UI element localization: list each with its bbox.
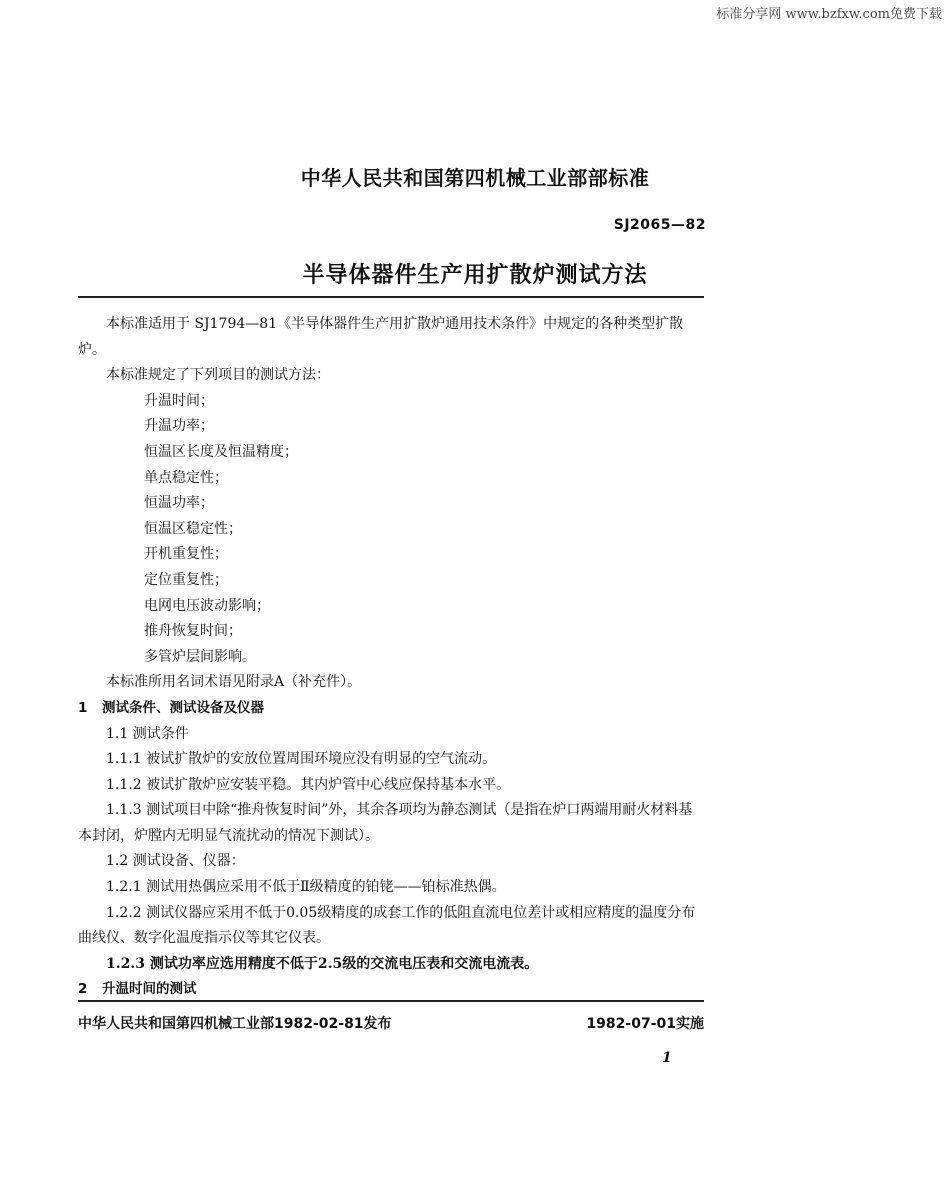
clause-1-2-3: 1.2.3 测试功率应选用精度不低于2.5级的交流电压表和交流电流表。 (106, 955, 539, 972)
list-item: 电网电压波动影响； (144, 597, 270, 614)
list-item: 多管炉层间影响。 (144, 648, 256, 665)
issuing-authority-title: 中华人民共和国第四机械工业部部标准 (300, 166, 650, 190)
list-item: 恒温功率； (144, 495, 214, 512)
list-item: 推舟恢复时间； (144, 623, 242, 640)
clause-1-1-1: 1.1.1 被试扩散炉的安放位置周围环境应没有明显的空气流动。 (106, 751, 497, 768)
appendix-note: 本标准所用名词术语见附录A（补充件）。 (106, 674, 362, 691)
section-title: 升温时间的测试 (102, 981, 197, 998)
clause-1-2-1: 1.2.1 测试用热偶应采用不低于Ⅱ级精度的铂铑——铂标准热偶。 (106, 879, 506, 896)
scope-paragraph: 本标准适用于 SJ1794—81《半导体器件生产用扩散炉通用技术条件》中规定的各种类型扩散炉。 (78, 316, 684, 358)
list-item: 定位重复性； (144, 571, 228, 588)
list-item: 升温时间； (144, 392, 214, 409)
list-item: 恒温区稳定性； (144, 520, 242, 537)
issue-statement: 中华人民共和国第四机械工业部1982-02-81发布 (78, 1016, 392, 1032)
header-divider (78, 296, 704, 298)
items-lead: 本标准规定了下列项目的测试方法： (106, 367, 330, 384)
list-item: 恒温区长度及恒温精度； (144, 443, 298, 460)
effective-date: 1982-07-01实施 (586, 1016, 704, 1032)
clause-1-2-2: 1.2.2 测试仪器应采用不低于0.05级精度的成套工作的低阻直流电位差计或相应精度的温度分布曲线仪、数字化温度指示仪等其它仪表。 (78, 904, 696, 947)
document-title: 半导体器件生产用扩散炉测试方法 (302, 262, 648, 288)
list-item: 升温功率； (144, 418, 214, 435)
clause-1-2: 1.2 测试设备、仪器： (106, 853, 245, 870)
section-title: 测试条件、测试设备及仪器 (102, 699, 264, 716)
page-number: 1 (662, 1050, 672, 1066)
section-number: 2 (78, 981, 88, 998)
section-number: 1 (78, 699, 88, 716)
clause-1-1-3: 1.1.3 测试项目中除“推舟恢复时间”外，其余各项均为静态测试（是指在炉口两端用耐火材料基本封闭，炉膛内无明显气流扰动的情况下测试）。 (78, 802, 693, 844)
test-items-list (78, 389, 706, 671)
watermark: 标准分享网 www.bzfxw.com免费下载 (716, 7, 942, 22)
footer-divider (78, 1000, 704, 1002)
document-body (78, 312, 706, 1003)
standard-number: SJ2065—82 (613, 217, 706, 233)
section-1-heading (78, 696, 706, 722)
clause-1-1: 1.1 测试条件 (106, 725, 189, 742)
list-item: 单点稳定性； (144, 469, 228, 486)
list-item: 开机重复性； (144, 546, 228, 563)
clause-1-1-2: 1.1.2 被试扩散炉应安装平稳。其内炉管中心线应保持基本水平。 (106, 776, 511, 793)
